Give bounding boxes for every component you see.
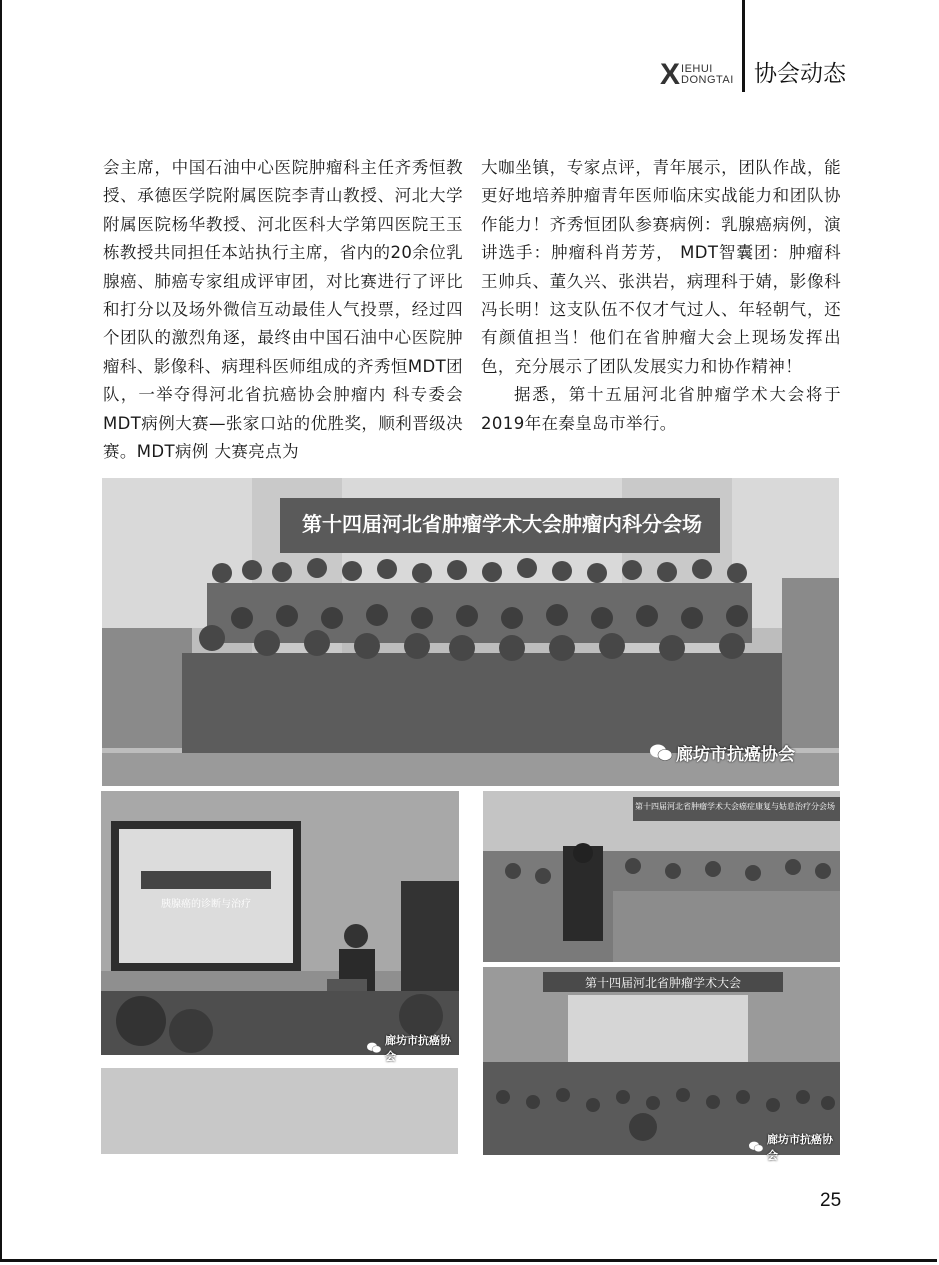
wechat-icon (367, 1042, 381, 1054)
hall-watermark-text: 廊坊市抗癌协会 (767, 1133, 833, 1162)
group-photo (102, 478, 839, 786)
group-banner-text: 第十四届河北省肿瘤学术大会肿瘤内科分会场 (302, 512, 702, 536)
hall-banner-text: 第十四届河北省肿瘤学术大会 (584, 976, 741, 990)
page-number: 25 (820, 1190, 842, 1211)
group-watermark-text: 廊坊市抗癌协会 (676, 745, 795, 765)
article-column-left (103, 154, 463, 466)
paragraph-right-1: 大咖坐镇，专家点评，青年展示，团队作战，能更好地培养肿瘤青年医师临床实战能力和团队协作能力！齐秀恒团队参赛病例：乳腺癌病例，演讲选手：肿瘤科肖芳芳， MDT智囊团：肿瘤科王帅兵、董久兴、张洪岩，病理科于婧，影像科冯长明！这支队伍不仅才气过人、年轻朝气，还有颜值担当！他们在省肿瘤大会上现场发挥出色，充分展示了团队发展实力和协作精神！ (481, 158, 841, 376)
brand-letter: X (660, 58, 681, 91)
hall-photo (483, 967, 840, 1162)
lecture-watermark (367, 1032, 459, 1064)
lecture-slide-title: 胰腺癌的诊断与治疗 (161, 899, 251, 910)
group-watermark (650, 740, 795, 765)
audience-photo (483, 791, 840, 962)
wechat-icon (749, 1141, 763, 1153)
hall-watermark (749, 1131, 840, 1163)
brand-subtext (681, 64, 734, 86)
audience-banner-text: 第十四届河北省肿瘤学术大会癌症康复与姑息治疗分会场 (635, 802, 835, 811)
blank-placeholder-box (101, 1068, 458, 1154)
brand-line-2: DONGTAI (681, 74, 734, 86)
article-column-right (481, 154, 841, 438)
paragraph-right-2: 据悉，第十五届河北省肿瘤学术大会将于2019年在秦皇岛市举行。 (481, 385, 841, 433)
brand-line-1: IEHUI (681, 63, 713, 75)
brand-logo (660, 60, 734, 90)
paragraph-left: 会主席，中国石油中心医院肿瘤科主任齐秀恒教授、承德医学院附属医院李青山教授、河北大学附属医院杨华教授、河北医科大学第四医院王玉栋教授共同担任本站执行主席，省内的20余位乳腺癌、肺癌专家组成评审团，对比赛进行了评比和打分以及场外微信互动最佳人气投票，经过四个团队的激烈角逐，最终由中国石油中心医院肿瘤科、影像科、病理科医师组成的齐秀恒MDT团队，一举夺得河北省抗癌协会肿瘤内 科专委会MDT病例大赛—张家口站的优胜奖，顺利晋级决赛。MDT病例 大赛亮点为 (103, 158, 463, 462)
wechat-icon (650, 744, 672, 762)
lecture-photo (101, 791, 459, 1063)
lecture-watermark-text: 廊坊市抗癌协会 (385, 1034, 451, 1063)
header-divider (742, 0, 745, 92)
section-title: 协会动态 (754, 61, 846, 87)
